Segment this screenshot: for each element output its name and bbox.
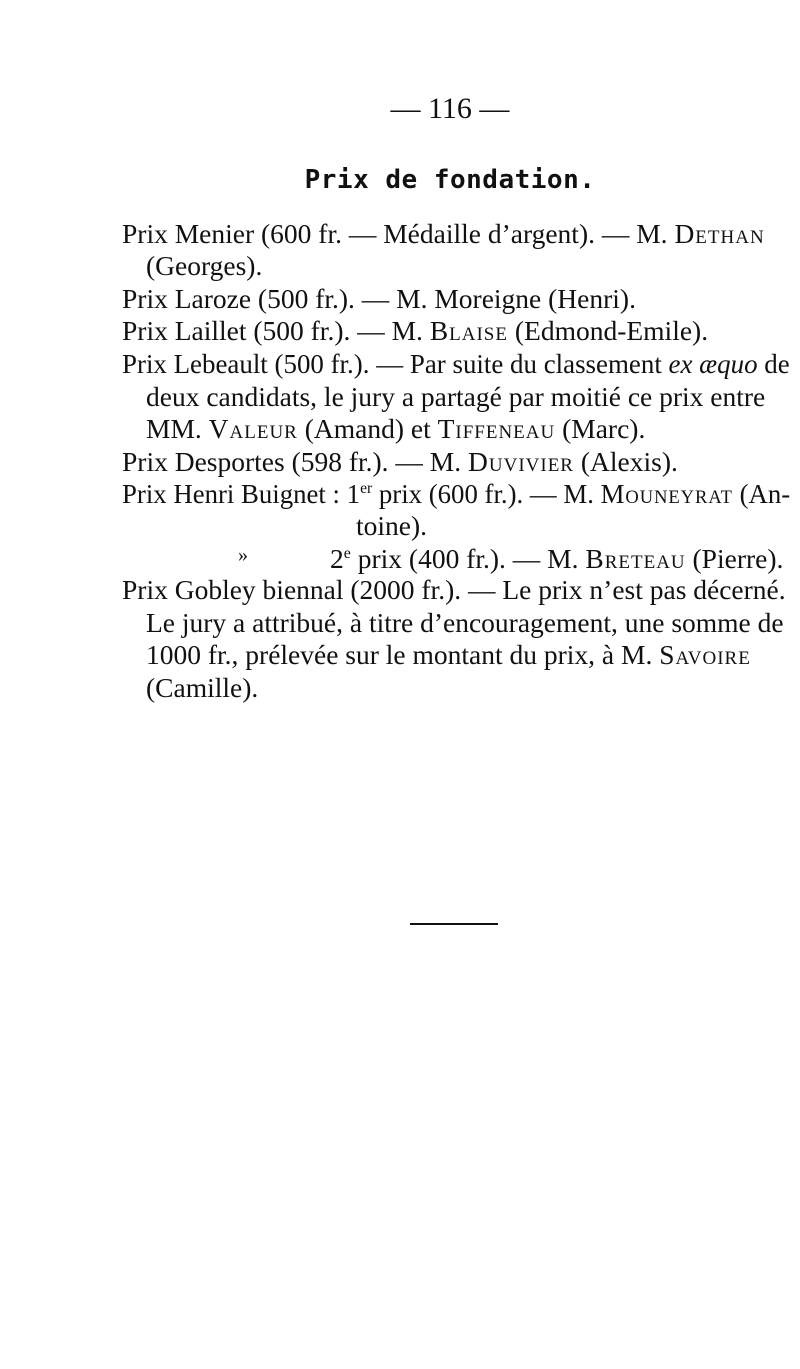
- text-run: (Camille).: [146, 672, 259, 703]
- text-run: Prix Henri Buignet : 1: [122, 478, 361, 509]
- text-run: Prix Menier (600 fr. — Médaille d’argent). — M.: [122, 218, 675, 249]
- text-line: [146, 252, 262, 280]
- text-run: 2: [330, 543, 344, 574]
- text-run: 1000 fr., prélevée sur le montant du prix, à M.: [146, 639, 660, 670]
- text-run: (Edmond-Emile).: [507, 315, 709, 346]
- name-small-caps: Savoire: [659, 639, 751, 670]
- text-run: (An-: [732, 478, 791, 509]
- text-run: deux candidats, le jury a partagé par moitié ce prix entre: [146, 381, 766, 412]
- name-small-caps: Tiffeneau: [437, 413, 556, 444]
- text-run: »: [238, 544, 248, 566]
- text-run: Prix Laillet (500 fr.). — M.: [122, 315, 430, 346]
- text-run: toine).: [356, 510, 428, 541]
- text-run: MM.: [146, 413, 209, 444]
- text-run: (Alexis).: [573, 446, 678, 477]
- name-small-caps: Dethan: [674, 218, 765, 249]
- name-small-caps: Blaise: [429, 315, 508, 346]
- text-line: [122, 576, 786, 604]
- text-run: (Pierre).: [685, 543, 784, 574]
- text-line: [122, 285, 636, 313]
- text-run: (Marc).: [555, 413, 646, 444]
- divider-rule: [410, 923, 498, 925]
- text-line: [238, 545, 248, 565]
- text-line: [356, 512, 427, 540]
- text-line: [330, 545, 783, 573]
- text-run: (Amand) et: [297, 413, 438, 444]
- text-line: [146, 415, 645, 443]
- name-small-caps: Valeur: [208, 413, 298, 444]
- name-small-caps: Mouneyrat: [600, 478, 733, 509]
- text-line: [122, 317, 708, 345]
- text-run: prix (600 fr.). — M.: [372, 478, 601, 509]
- text-run: Prix Laroze (500 fr.). — M. Moreigne (Henri).: [122, 283, 636, 314]
- text-run: de: [757, 348, 790, 379]
- text-run: Le jury a attribué, à titre d’encouragement, une somme de: [146, 607, 784, 638]
- name-small-caps: Breteau: [585, 543, 686, 574]
- text-run: Prix Gobley biennal (2000 fr.). — Le prix n’est pas décerné.: [122, 574, 786, 605]
- text-line: [122, 480, 790, 508]
- superscript: e: [343, 544, 351, 562]
- text-line: [122, 350, 790, 378]
- text-line: [122, 220, 765, 248]
- text-line: [146, 641, 751, 669]
- text-run: (Georges).: [146, 250, 263, 281]
- italic-text: ex æquo: [668, 348, 758, 379]
- page-number: — 116 —: [390, 92, 510, 125]
- text-run: Prix Lebeault (500 fr.). — Par suite du classement: [122, 348, 669, 379]
- text-run: Prix Desportes (598 fr.). — M.: [122, 446, 469, 477]
- text-line: [146, 383, 765, 411]
- section-title: Prix de fondation.: [304, 165, 596, 195]
- text-line: [122, 448, 678, 476]
- text-line: [146, 674, 258, 702]
- text-run: prix (400 fr.). — M.: [350, 543, 586, 574]
- text-line: [146, 609, 784, 637]
- name-small-caps: Duvivier: [468, 446, 574, 477]
- superscript: er: [360, 479, 373, 497]
